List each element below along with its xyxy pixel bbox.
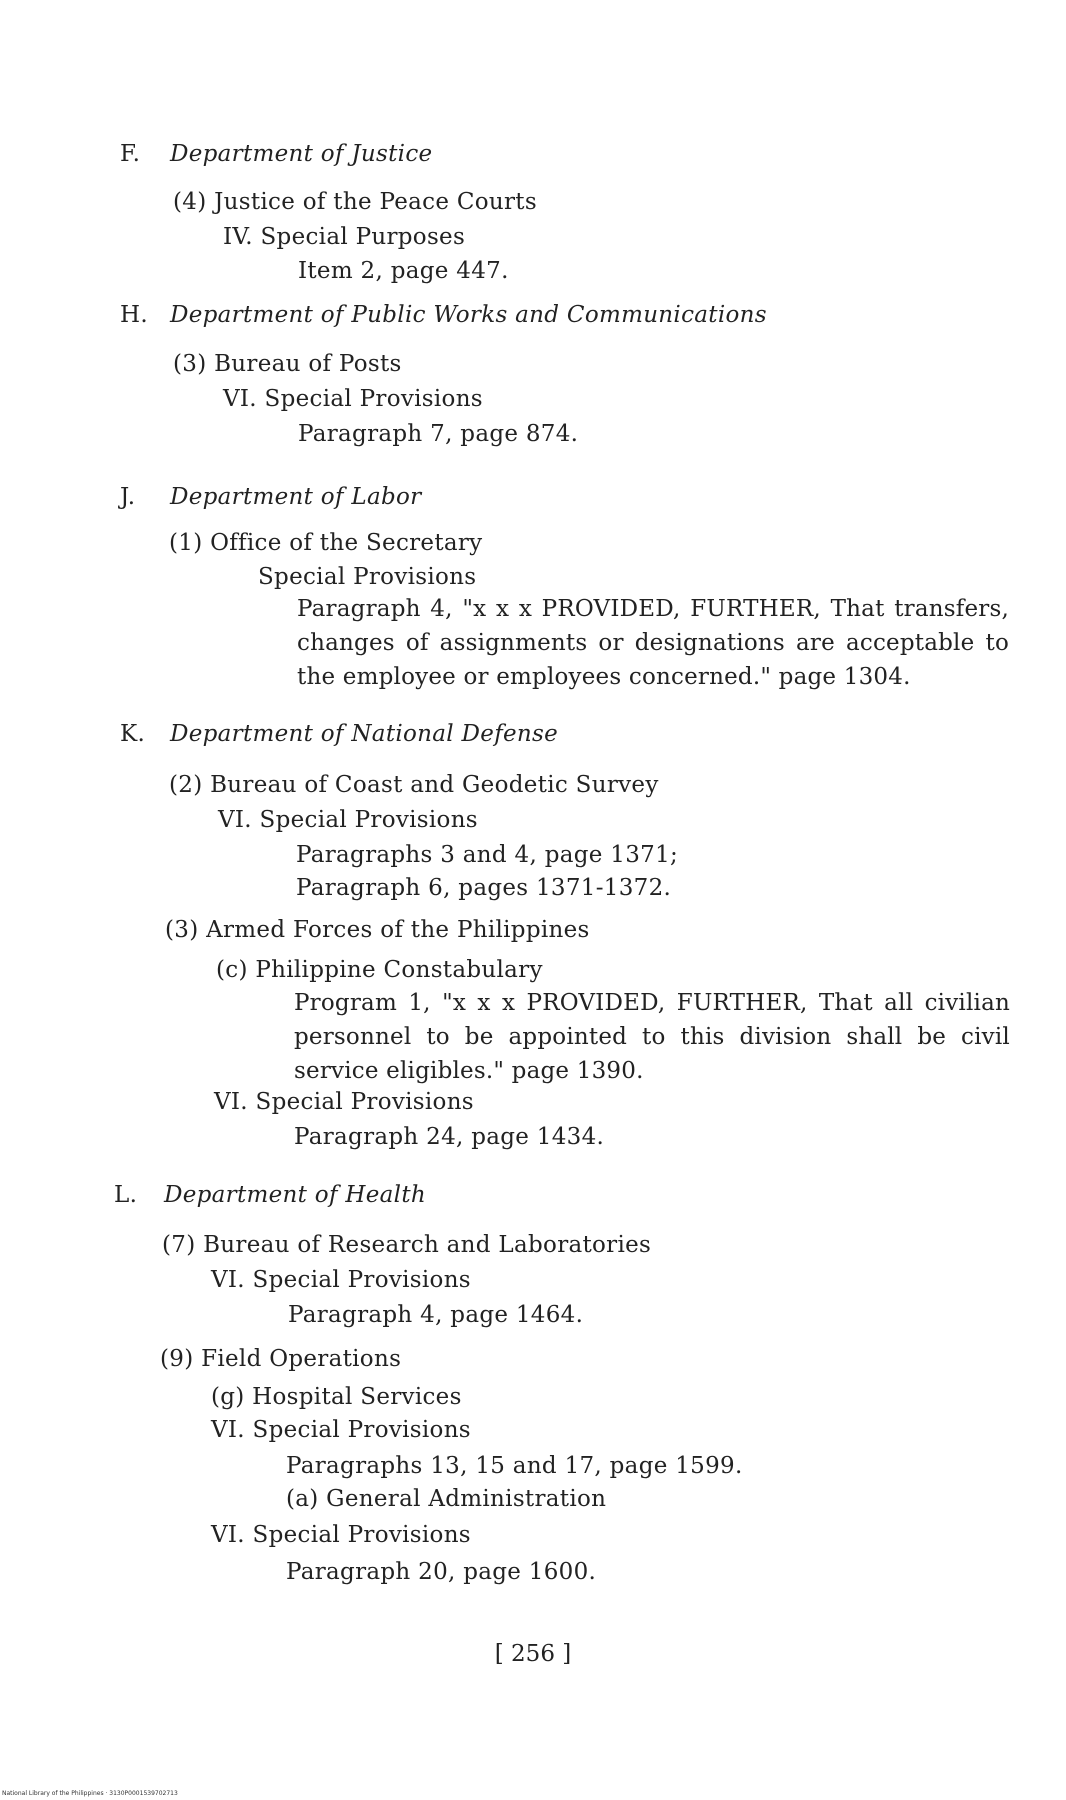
section-f-subheading: IV. Special Purposes <box>223 224 466 250</box>
section-k-heading <box>120 718 558 750</box>
section-l-subheading-1: VI. Special Provisions <box>211 1267 471 1293</box>
section-f-heading <box>120 138 432 170</box>
section-l-reference-2: Paragraphs 13, 15 and 17, page 1599. <box>286 1453 743 1479</box>
section-k-title: Department of National Defense <box>170 721 559 747</box>
section-k-reference-1a: Paragraphs 3 and 4, page 1371; <box>296 842 679 868</box>
section-h-subheading: VI. Special Provisions <box>223 386 483 412</box>
section-k-reference-1b: Paragraph 6, pages 1371-1372. <box>296 875 672 901</box>
section-l-unit-general-admin: (a) General Administration <box>286 1486 607 1512</box>
section-l-office-research: (7) Bureau of Research and Laboratories <box>162 1232 652 1258</box>
section-l-reference-3: Paragraph 20, page 1600. <box>286 1559 597 1585</box>
section-k-office-coast-survey: (2) Bureau of Coast and Geodetic Survey <box>169 772 659 798</box>
section-j-letter: J. <box>120 484 136 510</box>
section-l-unit-hospital: (g) Hospital Services <box>211 1384 462 1410</box>
section-k-subheading-1: VI. Special Provisions <box>218 807 478 833</box>
section-j-reference: Paragraph 4, "x x x PROVIDED, FURTHER, That transfers, changes of assignments or designations are acceptable to the employee or employees concerned." page 1304. <box>297 596 1009 690</box>
section-l-reference-1: Paragraph 4, page 1464. <box>288 1302 584 1328</box>
page-number: [ 256 ] <box>494 1641 572 1667</box>
section-l-subheading-3: VI. Special Provisions <box>211 1522 471 1548</box>
section-l-heading <box>114 1179 426 1211</box>
section-h-reference: Paragraph 7, page 874. <box>298 421 579 447</box>
section-k-subheading-2: VI. Special Provisions <box>214 1089 474 1115</box>
section-f-letter: F. <box>120 141 141 167</box>
section-k-reference-3: Paragraph 24, page 1434. <box>294 1124 605 1150</box>
section-k-office-armed-forces: (3) Armed Forces of the Philippines <box>165 917 590 943</box>
section-f-title: Department of Justice <box>170 141 433 167</box>
section-h-heading <box>120 299 767 331</box>
section-f-office: (4) Justice of the Peace Courts <box>173 189 537 215</box>
section-l-title: Department of Health <box>164 1182 426 1208</box>
section-h-office: (3) Bureau of Posts <box>173 351 402 377</box>
section-l-subheading-2: VI. Special Provisions <box>211 1417 471 1443</box>
section-f-reference: Item 2, page 447. <box>298 258 509 284</box>
section-j-heading <box>120 481 421 513</box>
section-h-title: Department of Public Works and Communications <box>170 302 767 328</box>
section-k-unit-constabulary: (c) Philippine Constabulary <box>216 957 543 983</box>
section-h-letter: H. <box>120 302 148 328</box>
section-j-office: (1) Office of the Secretary <box>169 530 483 556</box>
section-j-title: Department of Labor <box>170 484 422 510</box>
section-j-subheading: Special Provisions <box>258 564 477 590</box>
section-k-letter: K. <box>120 721 146 747</box>
section-l-letter: L. <box>114 1182 138 1208</box>
section-k-reference-2: Program 1, "x x x PROVIDED, FURTHER, That all civilian personnel to be appointed to this division shall be civil service eligibles." page 1390. <box>294 990 1010 1084</box>
scan-footer: National Library of the Philippines · 3130P0001539702713 <box>2 1790 178 1797</box>
section-l-office-field-ops: (9) Field Operations <box>160 1346 402 1372</box>
